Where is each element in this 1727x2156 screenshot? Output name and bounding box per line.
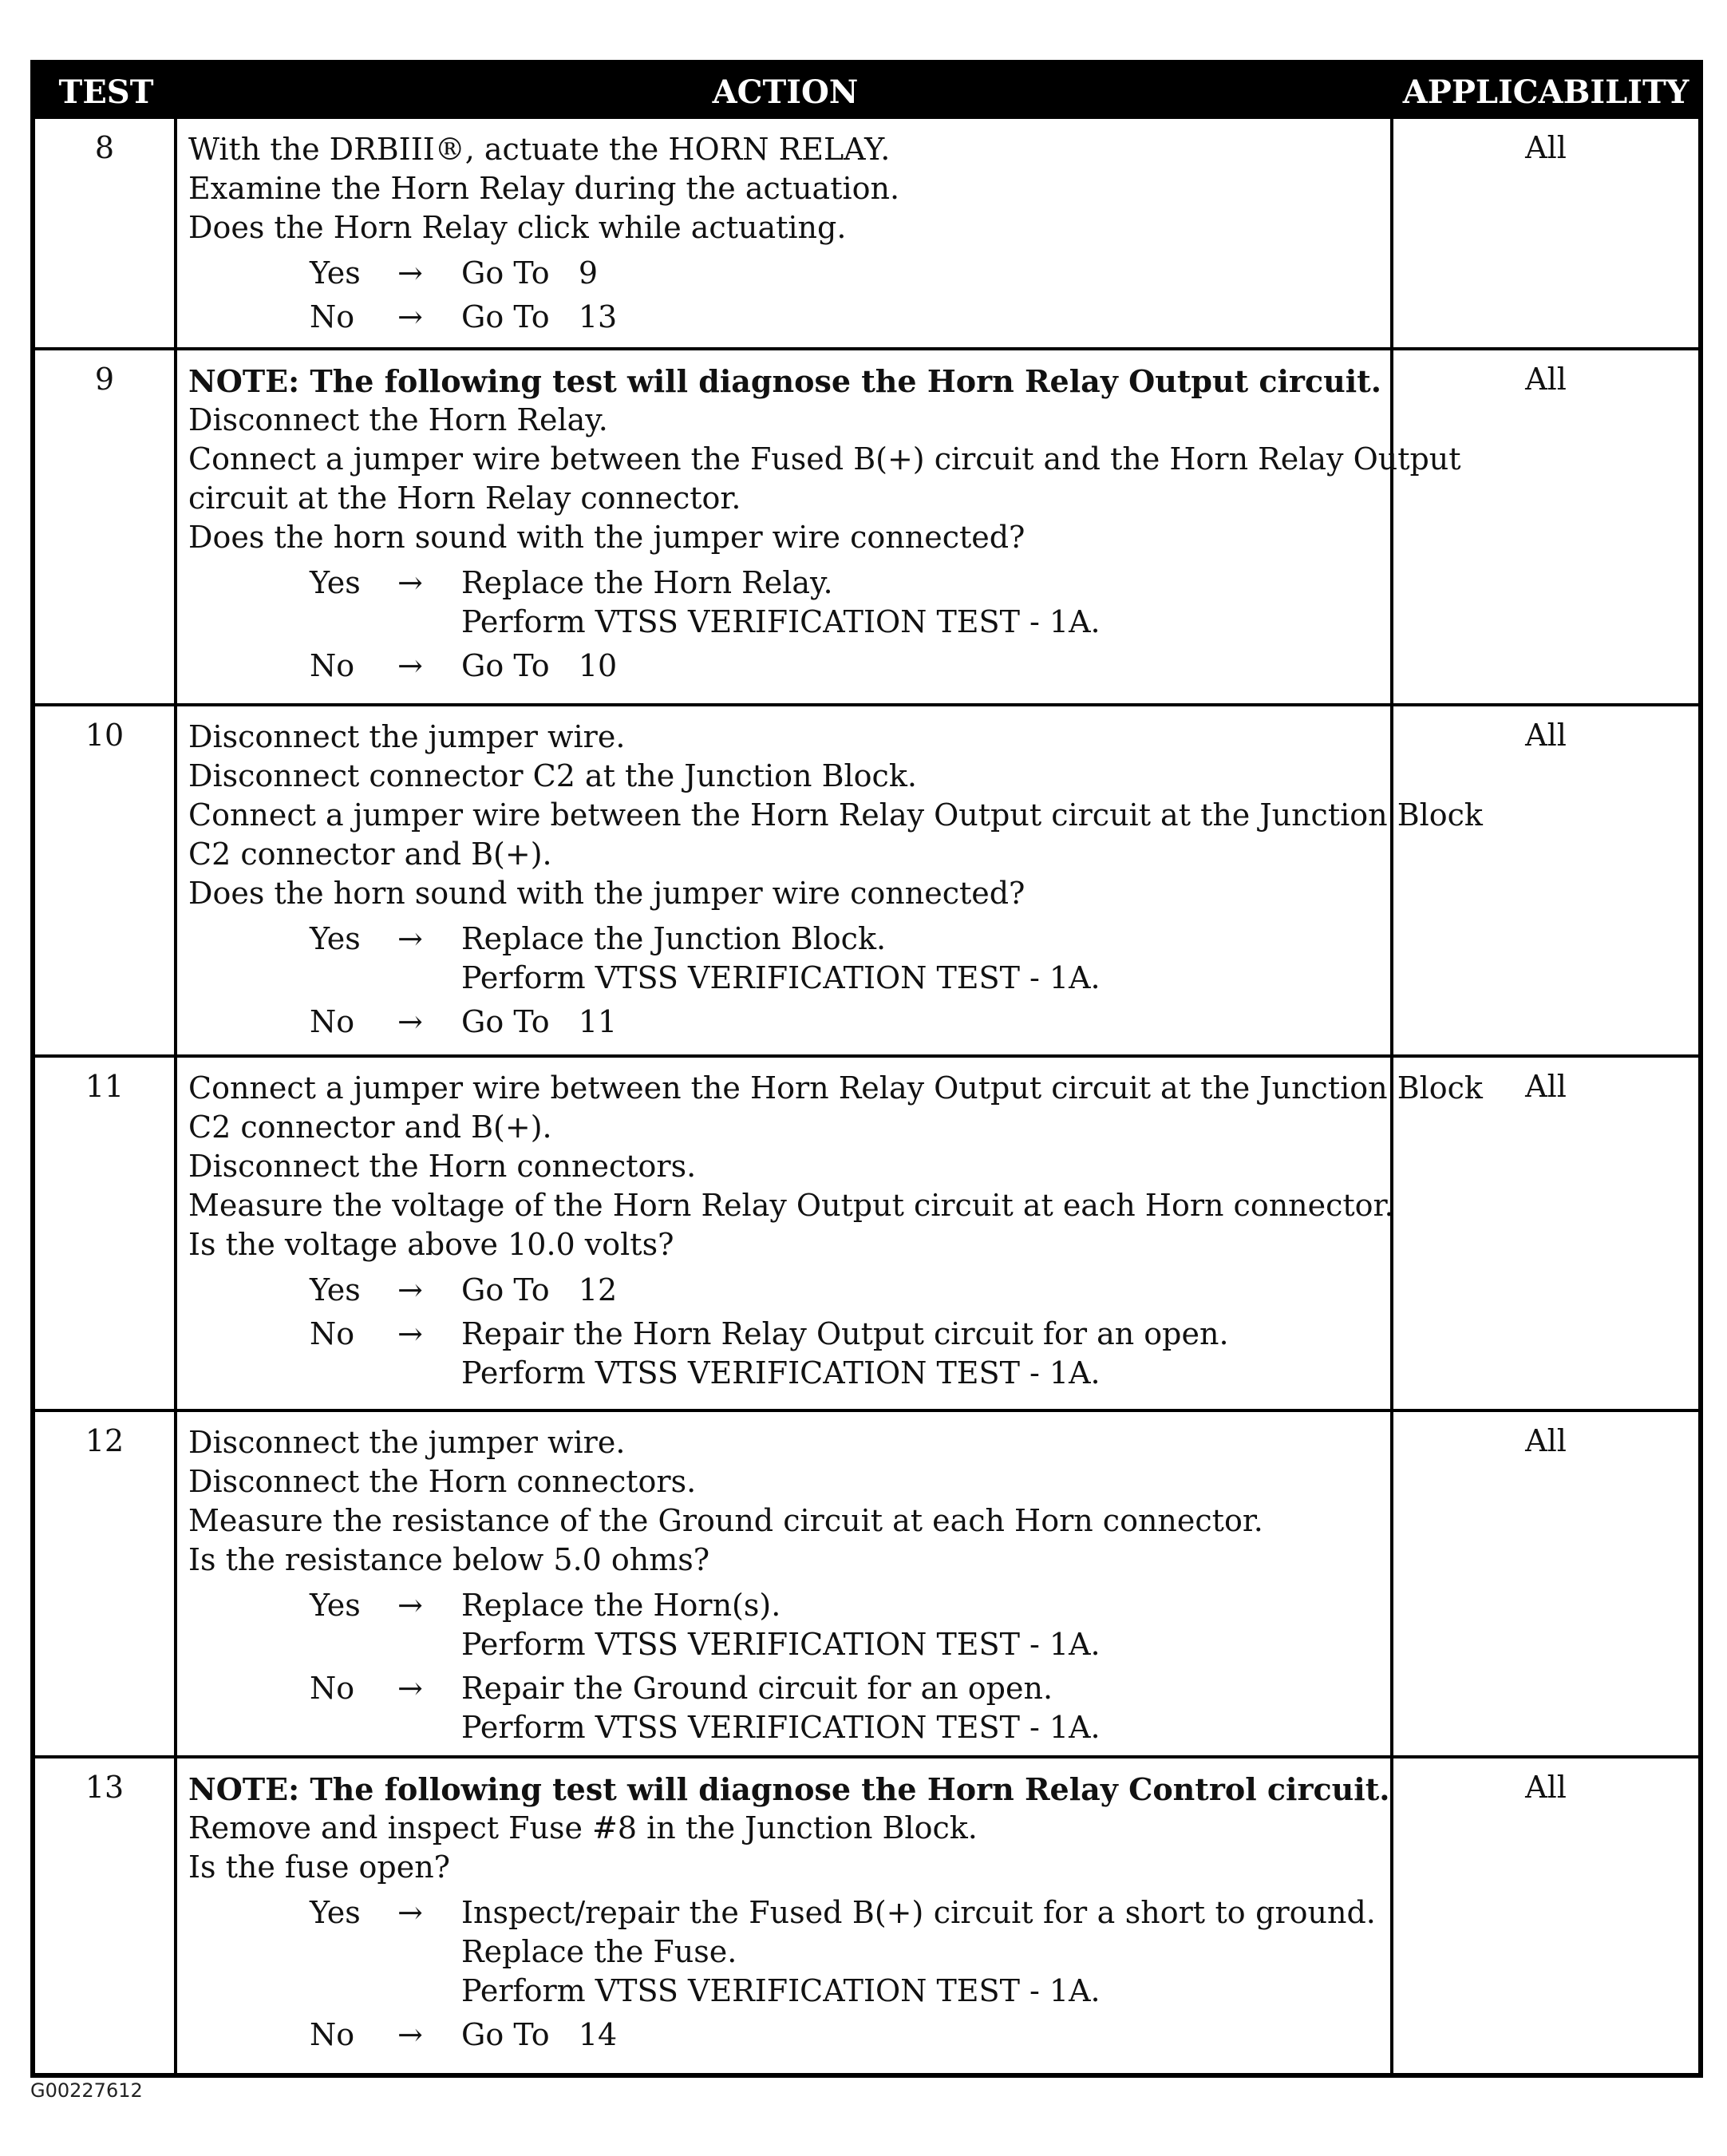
word: a (1097, 1895, 1116, 1930)
branch-actions (461, 1669, 1381, 1747)
response-branch (188, 1586, 1381, 1664)
response-branch (188, 1669, 1381, 1747)
word: short (1124, 1895, 1206, 1930)
response-branch (188, 1893, 1381, 2011)
action-line: Disconnect connector C2 at the Junction Block. (188, 758, 917, 793)
branch-actions (461, 2016, 1381, 2055)
branch-action-line: Replace the Fuse. (461, 1934, 737, 1969)
branch-actions (461, 298, 1381, 337)
word: for (1043, 1895, 1088, 1930)
response-branch (188, 298, 1381, 337)
applicability: All (1525, 718, 1567, 753)
arrow-icon: → (397, 1671, 423, 1706)
action-line: Disconnect the jumper wire. (188, 719, 626, 754)
action-line: Connect a jumper wire between the Fused B(+) circuit and the Horn Relay Output (188, 441, 1461, 477)
action-cell (177, 1412, 1393, 1755)
arrow-icon: → (397, 1588, 423, 1623)
arrow-icon: → (397, 565, 423, 600)
action-cell (177, 350, 1461, 703)
header-applicability: APPLICABILITY (1402, 73, 1689, 111)
action-line: C2 connector and B(+). (188, 1110, 552, 1145)
arrow-icon: → (397, 1004, 423, 1039)
answer-label: Yes (310, 1895, 361, 1930)
arrow-icon: → (397, 648, 423, 683)
branch-actions (461, 647, 1381, 686)
action-line: Measure the resistance of the Ground circuit at each Horn connector. (188, 1503, 1263, 1538)
branch-action-line: Perform VTSS VERIFICATION TEST - 1A. (461, 960, 1101, 995)
branch-action-line: Go To 9 (461, 255, 598, 291)
answer-label: No (310, 1671, 355, 1706)
test-number: 13 (35, 1758, 177, 2073)
action-line: With the DRBIII®, actuate the HORN RELAY. (188, 132, 891, 167)
arrow-icon: → (397, 1895, 423, 1930)
answer-label: No (310, 1004, 355, 1039)
diagnostic-table (30, 60, 1703, 2078)
action-line: Disconnect the Horn connectors. (188, 1149, 697, 1184)
branch-actions (461, 1271, 1381, 1310)
answer-label: No (310, 648, 355, 683)
note-text: NOTE: The following test will diagnose the Horn Relay Output circuit. (188, 363, 1381, 399)
answer-label: Yes (310, 921, 361, 956)
response-branch (188, 254, 1381, 293)
applicability: All (1525, 1069, 1567, 1104)
applicability: All (1525, 130, 1567, 165)
branch-action-line: Replace the Junction Block. (461, 921, 887, 956)
applicability: All (1525, 1770, 1567, 1805)
table-row (35, 119, 1698, 347)
action-line: Disconnect the Horn Relay. (188, 402, 608, 437)
table-row (35, 1054, 1698, 1409)
branch-action-line: Replace the Horn(s). (461, 1588, 781, 1623)
answer-label: No (310, 1316, 355, 1351)
response-branch (188, 1271, 1381, 1310)
branch-action-line: Go To 13 (461, 299, 618, 334)
table-header (35, 65, 1698, 119)
applicability: All (1525, 362, 1567, 397)
branch-action-line: Go To 14 (461, 2017, 618, 2052)
arrow-icon: → (397, 299, 423, 334)
answer-label: No (310, 2017, 355, 2052)
branch-actions (461, 920, 1381, 998)
branch-actions (461, 564, 1381, 642)
branch-action-line: Perform VTSS VERIFICATION TEST - 1A. (461, 1627, 1101, 1662)
test-number: 8 (35, 119, 177, 347)
action-line: Is the voltage above 10.0 volts? (188, 1227, 674, 1262)
table-body (35, 119, 1698, 2073)
arrow-icon: → (397, 1316, 423, 1351)
word: circuit (933, 1895, 1033, 1930)
test-number: 12 (35, 1412, 177, 1755)
word: Fused (749, 1895, 843, 1930)
action-cell (177, 1058, 1483, 1409)
arrow-icon: → (397, 921, 423, 956)
branch-actions (461, 1586, 1381, 1664)
answer-label: Yes (310, 255, 361, 291)
action-line: Does the horn sound with the jumper wire connected? (188, 520, 1026, 555)
action-line: circuit at the Horn Relay connector. (188, 481, 741, 516)
branch-action-line: Perform VTSS VERIFICATION TEST - 1A. (461, 1973, 1101, 2008)
word: the (689, 1895, 739, 1930)
response-branch (188, 920, 1381, 998)
action-line: Examine the Horn Relay during the actuation. (188, 171, 900, 206)
action-line: Is the fuse open? (188, 1849, 451, 1885)
action-cell (177, 706, 1483, 1054)
arrow-icon: → (397, 1272, 423, 1307)
branch-action-line: Go To 10 (461, 648, 618, 683)
header-action: ACTION (712, 73, 859, 111)
branch-actions (461, 1003, 1381, 1042)
branch-action-line: Repair the Ground circuit for an open. (461, 1671, 1053, 1706)
branch-action-line: Perform VTSS VERIFICATION TEST - 1A. (461, 1710, 1101, 1745)
word: to (1215, 1895, 1246, 1930)
branch-action-line: Replace the Horn Relay. (461, 565, 833, 600)
action-line: Disconnect the jumper wire. (188, 1425, 626, 1460)
response-branch (188, 564, 1381, 642)
action-line: C2 connector and B(+). (188, 837, 552, 872)
action-line: Disconnect the Horn connectors. (188, 1464, 697, 1499)
test-number: 9 (35, 350, 177, 703)
applicability: All (1525, 1423, 1567, 1458)
branch-action-line: Perform VTSS VERIFICATION TEST - 1A. (461, 604, 1101, 639)
word: B(+) (852, 1895, 924, 1930)
note-text: NOTE: The following test will diagnose the Horn Relay Control circuit. (188, 1771, 1390, 1807)
answer-label: Yes (310, 565, 361, 600)
header-test: TEST (58, 73, 154, 111)
action-line: Does the Horn Relay click while actuating. (188, 210, 847, 245)
action-line: Does the horn sound with the jumper wire connected? (188, 876, 1026, 911)
action-line: Connect a jumper wire between the Horn Relay Output circuit at the Junction Block (188, 797, 1483, 833)
test-number: 11 (35, 1058, 177, 1409)
test-number: 10 (35, 706, 177, 1054)
action-cell (177, 1758, 1393, 2073)
action-line: Connect a jumper wire between the Horn Relay Output circuit at the Junction Block (188, 1070, 1483, 1106)
action-line: Measure the voltage of the Horn Relay Output circuit at each Horn connector. (188, 1188, 1394, 1223)
branch-action-line: Go To 12 (461, 1272, 618, 1307)
response-branch (188, 1315, 1381, 1393)
action-cell (177, 119, 1393, 347)
arrow-icon: → (397, 2017, 423, 2052)
response-branch (188, 2016, 1381, 2055)
branch-actions (461, 1315, 1381, 1393)
branch-action-line: Go To 11 (461, 1004, 618, 1039)
table-row (35, 1409, 1698, 1755)
branch-action-line (461, 1893, 1381, 1932)
answer-label: Yes (310, 1272, 361, 1307)
branch-action-line: Perform VTSS VERIFICATION TEST - 1A. (461, 1355, 1101, 1391)
table-row (35, 703, 1698, 1054)
table-row (35, 1755, 1698, 2073)
answer-label: Yes (310, 1588, 361, 1623)
table-row (35, 347, 1698, 703)
branch-action-line: Repair the Horn Relay Output circuit for an open. (461, 1316, 1229, 1351)
action-line: Remove and inspect Fuse #8 in the Junction Block. (188, 1810, 978, 1845)
figure-id: G00227612 (30, 2079, 143, 2102)
action-line: Is the resistance below 5.0 ohms? (188, 1542, 710, 1577)
branch-actions (461, 1893, 1381, 2011)
arrow-icon: → (397, 255, 423, 291)
answer-label: No (310, 299, 355, 334)
response-branch (188, 647, 1381, 686)
word: ground. (1255, 1895, 1376, 1930)
word: Inspect/repair (461, 1895, 680, 1930)
response-branch (188, 1003, 1381, 1042)
branch-actions (461, 254, 1381, 293)
